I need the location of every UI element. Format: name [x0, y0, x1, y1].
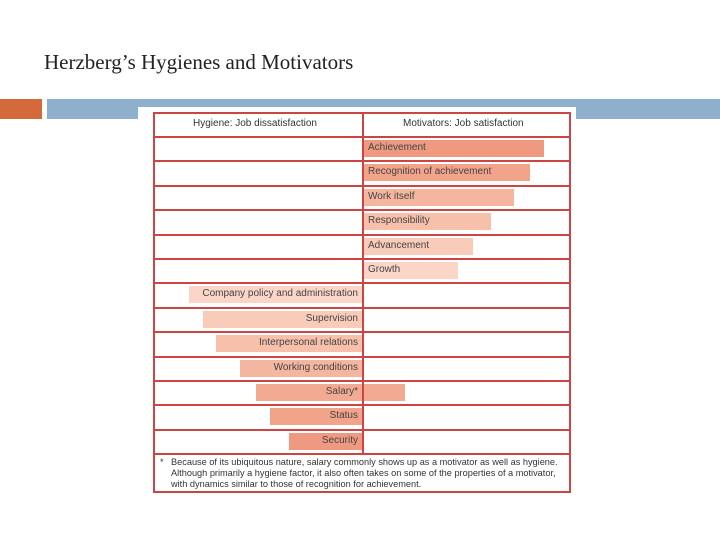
footnote-marker: *	[160, 457, 164, 467]
hygiene-bar: Status	[270, 408, 362, 425]
salary-motivator-bar	[364, 384, 405, 401]
motivator-bar: Recognition of achievement	[364, 164, 530, 181]
hygiene-header: Hygiene: Job dissatisfaction	[193, 118, 317, 129]
row-divider	[155, 380, 569, 382]
hygiene-bar: Interpersonal relations	[216, 335, 362, 352]
row-divider	[155, 209, 569, 211]
row-divider	[155, 258, 569, 260]
row-divider	[155, 404, 569, 406]
motivators-header: Motivators: Job satisfaction	[403, 118, 524, 129]
row-divider	[155, 429, 569, 431]
hygiene-bar: Salary*	[256, 384, 362, 401]
row-divider	[155, 307, 569, 309]
motivator-bar: Growth	[364, 262, 458, 279]
row-divider	[155, 331, 569, 333]
motivator-bar: Work itself	[364, 189, 514, 206]
hygiene-bar: Company policy and administration	[189, 286, 362, 303]
hygiene-bar: Security	[289, 433, 362, 450]
row-divider	[155, 282, 569, 284]
slide-title: Herzberg’s Hygienes and Motivators	[44, 50, 354, 74]
motivator-bar: Achievement	[364, 140, 544, 157]
chart-grid	[153, 112, 571, 455]
chart-footnote	[153, 455, 571, 493]
footnote-text: Because of its ubiquitous nature, salary commonly shows up as a motivator as well as hygiene. Although primarily a hygiene factor, it also often takes on some of the properties of a motivator, with dynamics similar to those of recognition for achievement.	[171, 457, 558, 489]
hygiene-bar: Supervision	[203, 311, 362, 328]
accent-bar-orange	[0, 99, 42, 119]
row-divider	[155, 356, 569, 358]
hygiene-bar: Working conditions	[240, 360, 362, 377]
motivator-bar: Advancement	[364, 238, 473, 255]
row-divider	[155, 136, 569, 138]
motivator-bar: Responsibility	[364, 213, 491, 230]
row-divider	[155, 160, 569, 162]
row-divider	[155, 234, 569, 236]
row-divider	[155, 185, 569, 187]
